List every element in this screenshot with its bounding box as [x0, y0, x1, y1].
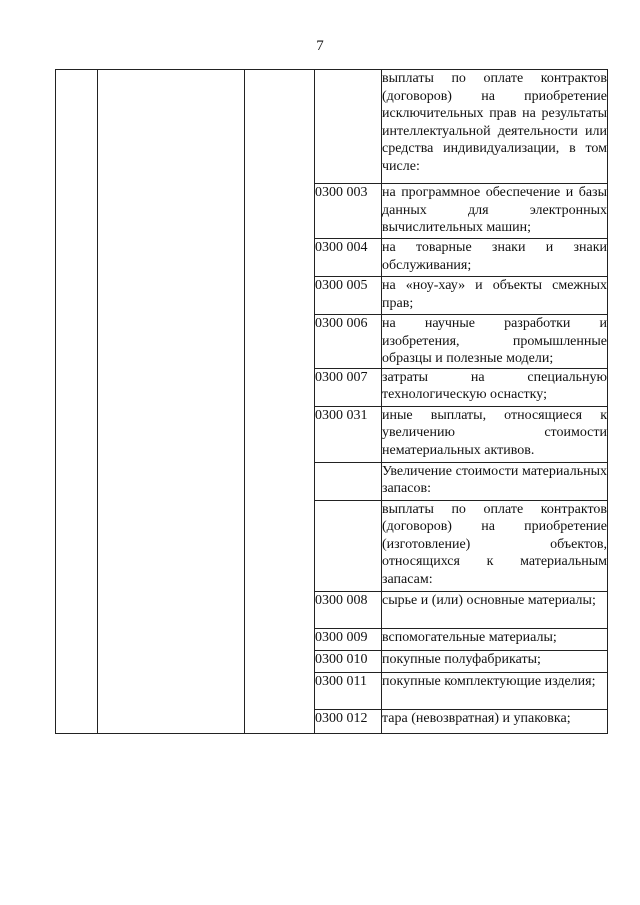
empty-column-1 [56, 70, 98, 734]
row-description: на программное обеспечение и базы данных для электронных вычислительных машин; [382, 184, 608, 239]
row-code [315, 70, 382, 184]
page-number: 7 [316, 38, 324, 54]
row-code: 0300 009 [315, 628, 382, 650]
row-code: 0300 012 [315, 709, 382, 733]
row-code: 0300 007 [315, 368, 382, 406]
row-description: затраты на специальную технологическую оснастку; [382, 368, 608, 406]
row-code: 0300 005 [315, 277, 382, 315]
empty-column-3 [245, 70, 315, 734]
row-description: покупные полуфабрикаты; [382, 650, 608, 672]
row-description: на «ноу-хау» и объекты смежных прав; [382, 277, 608, 315]
row-description: выплаты по оплате контрактов (договоров) на приобретение (изготовление) объектов, относящихся к материальным запасам: [382, 500, 608, 591]
row-description: сырье и (или) основные материалы; [382, 591, 608, 628]
row-description: Увеличение стоимости материальных запасов: [382, 462, 608, 500]
table-row [56, 70, 608, 184]
row-code: 0300 010 [315, 650, 382, 672]
row-description: выплаты по оплате контрактов (договоров) на приобретение исключительных прав на результаты интеллектуальной деятельности или средства индивидуализации, в том числе: [382, 70, 608, 184]
payments-table [55, 69, 608, 734]
empty-column-2 [98, 70, 245, 734]
row-code: 0300 011 [315, 672, 382, 709]
row-description: на товарные знаки и знаки обслуживания; [382, 239, 608, 277]
row-description: тара (невозвратная) и упаковка; [382, 709, 608, 733]
row-code [315, 500, 382, 591]
row-description: вспомогательные материалы; [382, 628, 608, 650]
row-code: 0300 008 [315, 591, 382, 628]
row-description: иные выплаты, относящиеся к увеличению стоимости нематериальных активов. [382, 406, 608, 462]
row-description: на научные разработки и изобретения, промышленные образцы и полезные модели; [382, 316, 607, 366]
row-description: покупные комплектующие изделия; [382, 672, 608, 709]
row-code [315, 462, 382, 500]
row-code: 0300 003 [315, 184, 382, 239]
row-code: 0300 031 [315, 406, 382, 462]
row-code: 0300 006 [315, 315, 382, 369]
row-code: 0300 004 [315, 239, 382, 277]
